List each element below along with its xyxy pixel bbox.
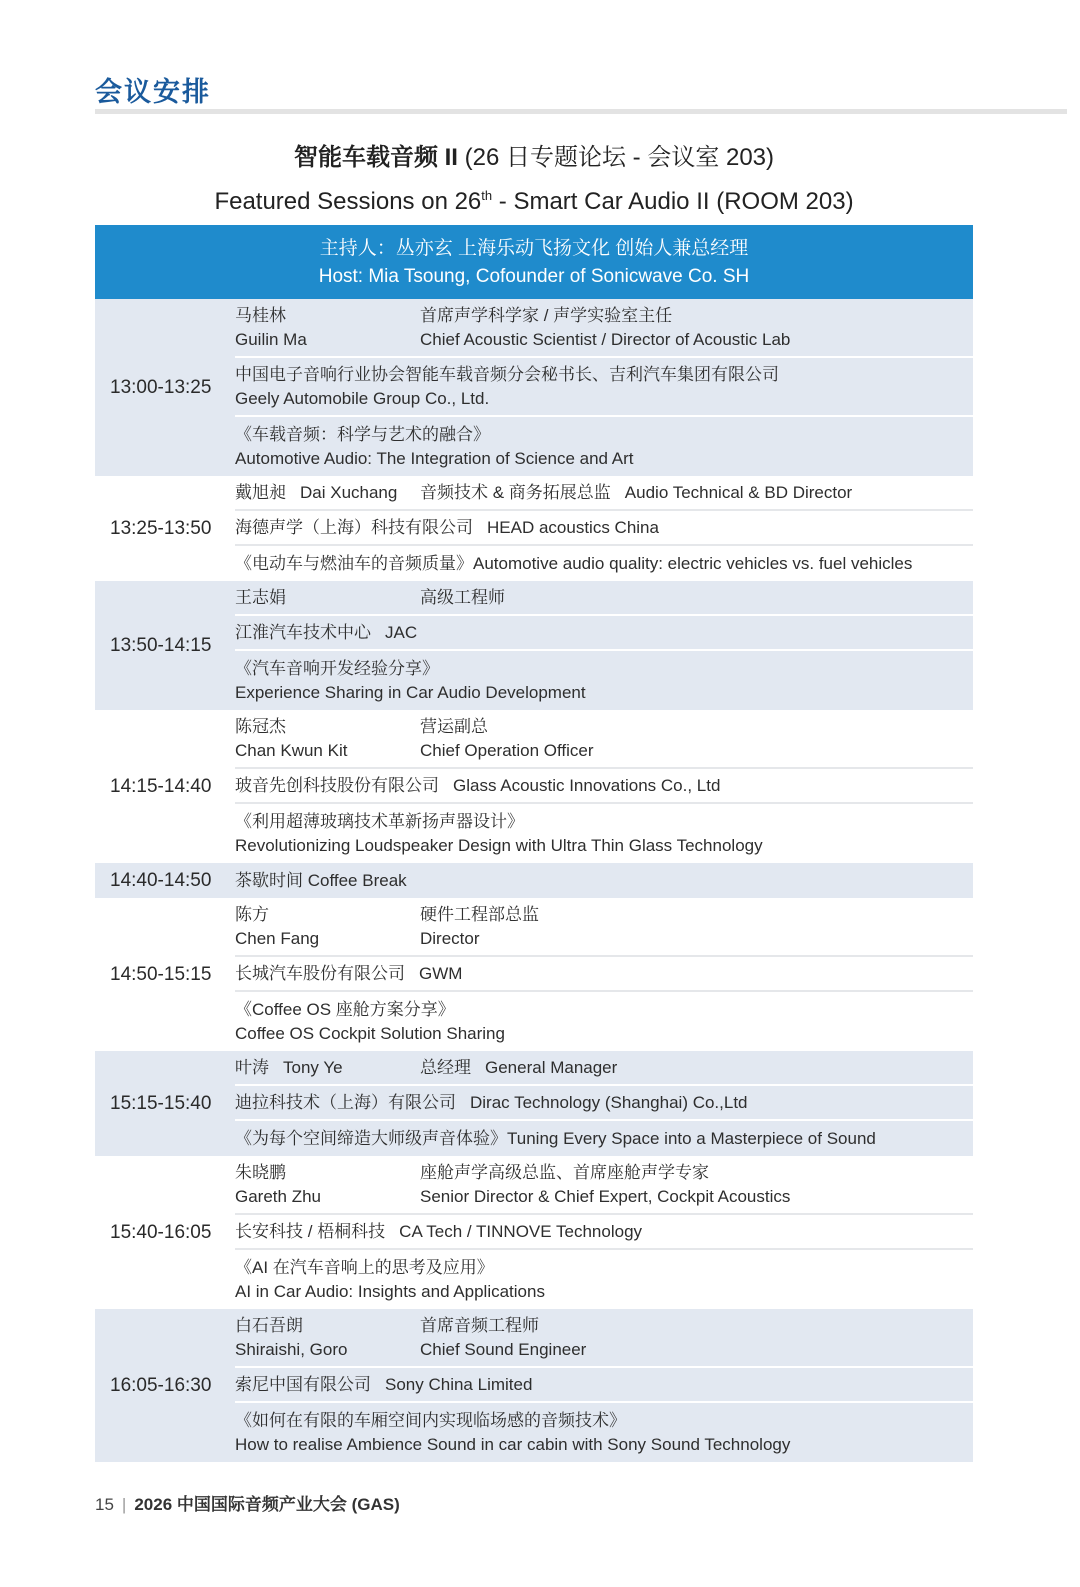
organization-row	[235, 358, 973, 417]
heading-zh-main: 智能车载音频 II	[293, 144, 458, 171]
speaker-role-zh: 营运副总	[420, 716, 488, 736]
topic-row	[235, 651, 973, 710]
speaker-role-en: Director	[420, 928, 480, 948]
speaker-row	[235, 476, 973, 511]
org-en: Sony China Limited	[385, 1374, 533, 1394]
speaker-row	[235, 1156, 973, 1215]
topic-zh: 《AI 在汽车音响上的思考及应用》	[235, 1257, 494, 1277]
speaker-role-en: General Manager	[485, 1057, 618, 1077]
speaker-row	[235, 299, 973, 358]
schedule-slot	[95, 898, 973, 1051]
speaker-role-zh: 硬件工程部总监	[420, 904, 539, 924]
page-number: 15	[95, 1495, 114, 1514]
topic-row	[235, 804, 973, 863]
speaker-role-en: Senior Director & Chief Expert, Cockpit Acoustics	[420, 1186, 791, 1206]
speaker-name-zh: 陈方	[235, 904, 269, 924]
organization-row	[235, 1368, 973, 1403]
speaker-name-en: Tony Ye	[283, 1057, 343, 1077]
speaker-name-zh: 陈冠杰	[235, 716, 286, 736]
org-zh: 中国电子音响行业协会智能车载音频分会秘书长、吉利汽车集团有限公司	[235, 364, 779, 384]
topic-en: Revolutionizing Loudspeaker Design with Ultra Thin Glass Technology	[235, 835, 763, 855]
topic-zh: 《如何在有限的车厢空间内实现临场感的音频技术》	[235, 1410, 626, 1430]
page-footer	[95, 1490, 400, 1515]
schedule-slot	[95, 581, 973, 710]
speaker-name-en: Guilin Ma	[235, 329, 307, 349]
topic-row	[235, 417, 973, 476]
speaker-name-en: Dai Xuchang	[300, 482, 398, 502]
slot-time: 14:50-15:15	[110, 963, 212, 985]
organization-row	[235, 769, 973, 804]
speaker-name-en: Gareth Zhu	[235, 1186, 321, 1206]
topic-en: Coffee OS Cockpit Solution Sharing	[235, 1023, 505, 1043]
speaker-name-zh: 马桂林	[235, 305, 286, 325]
speaker-name-zh: 戴旭昶	[235, 482, 286, 502]
heading-en-post: - Smart Car Audio II (ROOM 203)	[492, 188, 854, 215]
org-zh: 长城汽车股份有限公司	[235, 963, 405, 983]
title-divider	[95, 109, 1067, 114]
topic-row	[235, 1403, 973, 1462]
topic-zh: 《Coffee OS 座舱方案分享》	[235, 999, 455, 1019]
speaker-name-zh: 白石吾朗	[235, 1315, 303, 1335]
speaker-role-zh: 高级工程师	[420, 587, 505, 607]
host-zh: 主持人：丛亦玄 上海乐动飞扬文化 创始人兼总经理	[319, 238, 749, 259]
slot-time: 13:25-13:50	[110, 517, 212, 539]
host-banner	[95, 225, 973, 299]
org-zh: 玻音先创科技股份有限公司	[235, 775, 439, 795]
topic-zh: 《电动车与燃油车的音频质量》	[235, 553, 473, 573]
topic-zh: 《汽车音响开发经验分享》	[235, 658, 439, 678]
schedule-table	[95, 225, 973, 1462]
schedule-slot	[95, 1051, 973, 1156]
org-en: HEAD acoustics China	[487, 517, 659, 537]
break-en: Coffee Break	[307, 870, 407, 890]
slot-time: 14:40-14:50	[110, 869, 212, 891]
speaker-name-zh: 叶涛	[235, 1057, 269, 1077]
slot-time: 15:40-16:05	[110, 1221, 212, 1243]
topic-row	[235, 1250, 973, 1309]
topic-en: Experience Sharing in Car Audio Development	[235, 682, 586, 702]
topic-en: Automotive audio quality: electric vehicles vs. fuel vehicles	[473, 553, 913, 573]
slot-time: 13:50-14:15	[110, 634, 212, 656]
topic-zh: 《为每个空间缔造大师级声音体验》	[235, 1128, 507, 1148]
organization-row	[235, 957, 973, 992]
speaker-name-en: Shiraishi, Goro	[235, 1339, 348, 1359]
speaker-row	[235, 1309, 973, 1368]
org-zh: 长安科技 / 梧桐科技	[235, 1221, 386, 1241]
org-en: Dirac Technology (Shanghai) Co.,Ltd	[470, 1092, 748, 1112]
schedule-slot-break	[95, 863, 973, 898]
topic-row	[235, 1121, 973, 1156]
heading-zh-paren: (26 日专题论坛 - 会议室 203)	[464, 144, 775, 171]
topic-zh: 《车载音频：科学与艺术的融合》	[235, 424, 490, 444]
heading-zh	[95, 140, 973, 176]
topic-row	[235, 546, 973, 581]
speaker-row	[235, 581, 973, 616]
topic-zh: 《利用超薄玻璃技术革新扬声器设计》	[235, 811, 524, 831]
slot-time: 14:15-14:40	[110, 775, 212, 797]
organization-row	[235, 511, 973, 546]
org-zh: 海德声学（上海）科技有限公司	[235, 517, 473, 537]
speaker-role-zh: 音频技术 & 商务拓展总监	[420, 482, 611, 502]
org-en: GWM	[419, 963, 463, 983]
speaker-name-en: Chen Fang	[235, 928, 320, 948]
speaker-role-zh: 首席音频工程师	[420, 1315, 539, 1335]
section-title: 会议安排	[95, 77, 211, 107]
conference-name: 2026 中国国际音频产业大会 (GAS)	[134, 1495, 400, 1514]
org-zh: 迪拉科技术（上海）有限公司	[235, 1092, 456, 1112]
schedule-slot	[95, 476, 973, 581]
topic-en: Automotive Audio: The Integration of Science and Art	[235, 448, 634, 468]
slot-time: 13:00-13:25	[110, 376, 212, 398]
heading-en-sup: th	[481, 188, 493, 203]
speaker-role-en: Chief Operation Officer	[420, 740, 594, 760]
speaker-role-zh: 总经理	[420, 1057, 471, 1077]
speaker-row	[235, 1051, 973, 1086]
speaker-role-zh: 首席声学科学家 / 声学实验室主任	[420, 305, 673, 325]
schedule-slot	[95, 1309, 973, 1462]
speaker-role-en: Audio Technical & BD Director	[624, 482, 853, 502]
schedule-slot	[95, 299, 973, 476]
session-heading	[95, 140, 973, 222]
organization-row	[235, 1215, 973, 1250]
org-en: Glass Acoustic Innovations Co., Ltd	[453, 775, 721, 795]
break-row	[235, 863, 973, 898]
schedule-slot	[95, 710, 973, 863]
speaker-row	[235, 898, 973, 957]
slot-time: 16:05-16:30	[110, 1374, 212, 1396]
org-en: JAC	[385, 622, 418, 642]
topic-row	[235, 992, 973, 1051]
topic-en: AI in Car Audio: Insights and Applications	[235, 1281, 545, 1301]
org-zh: 索尼中国有限公司	[235, 1374, 371, 1394]
footer-separator: |	[121, 1495, 127, 1514]
speaker-role-en: Chief Acoustic Scientist / Director of Acoustic Lab	[420, 329, 791, 349]
speaker-row	[235, 710, 973, 769]
heading-en	[95, 176, 973, 222]
speaker-role-en: Chief Sound Engineer	[420, 1339, 587, 1359]
organization-row	[235, 616, 973, 651]
org-en: Geely Automobile Group Co., Ltd.	[235, 388, 490, 408]
topic-en: How to realise Ambience Sound in car cabin with Sony Sound Technology	[235, 1434, 791, 1454]
org-zh: 江淮汽车技术中心	[235, 622, 371, 642]
topic-en: Tuning Every Space into a Masterpiece of Sound	[507, 1128, 876, 1148]
slot-time: 15:15-15:40	[110, 1092, 212, 1114]
schedule-slot	[95, 1156, 973, 1309]
break-zh: 茶歇时间	[235, 870, 303, 890]
host-en: Host: Mia Tsoung, Cofounder of Sonicwave Co. SH	[318, 266, 750, 287]
speaker-name-en: Chan Kwun Kit	[235, 740, 348, 760]
org-en: CA Tech / TINNOVE Technology	[399, 1221, 643, 1241]
heading-en-pre: Featured Sessions on 26	[214, 188, 482, 215]
organization-row	[235, 1086, 973, 1121]
speaker-role-zh: 座舱声学高级总监、首席座舱声学专家	[420, 1162, 709, 1182]
speaker-name-zh: 王志娟	[235, 587, 286, 607]
speaker-name-zh: 朱晓鹏	[235, 1162, 286, 1182]
